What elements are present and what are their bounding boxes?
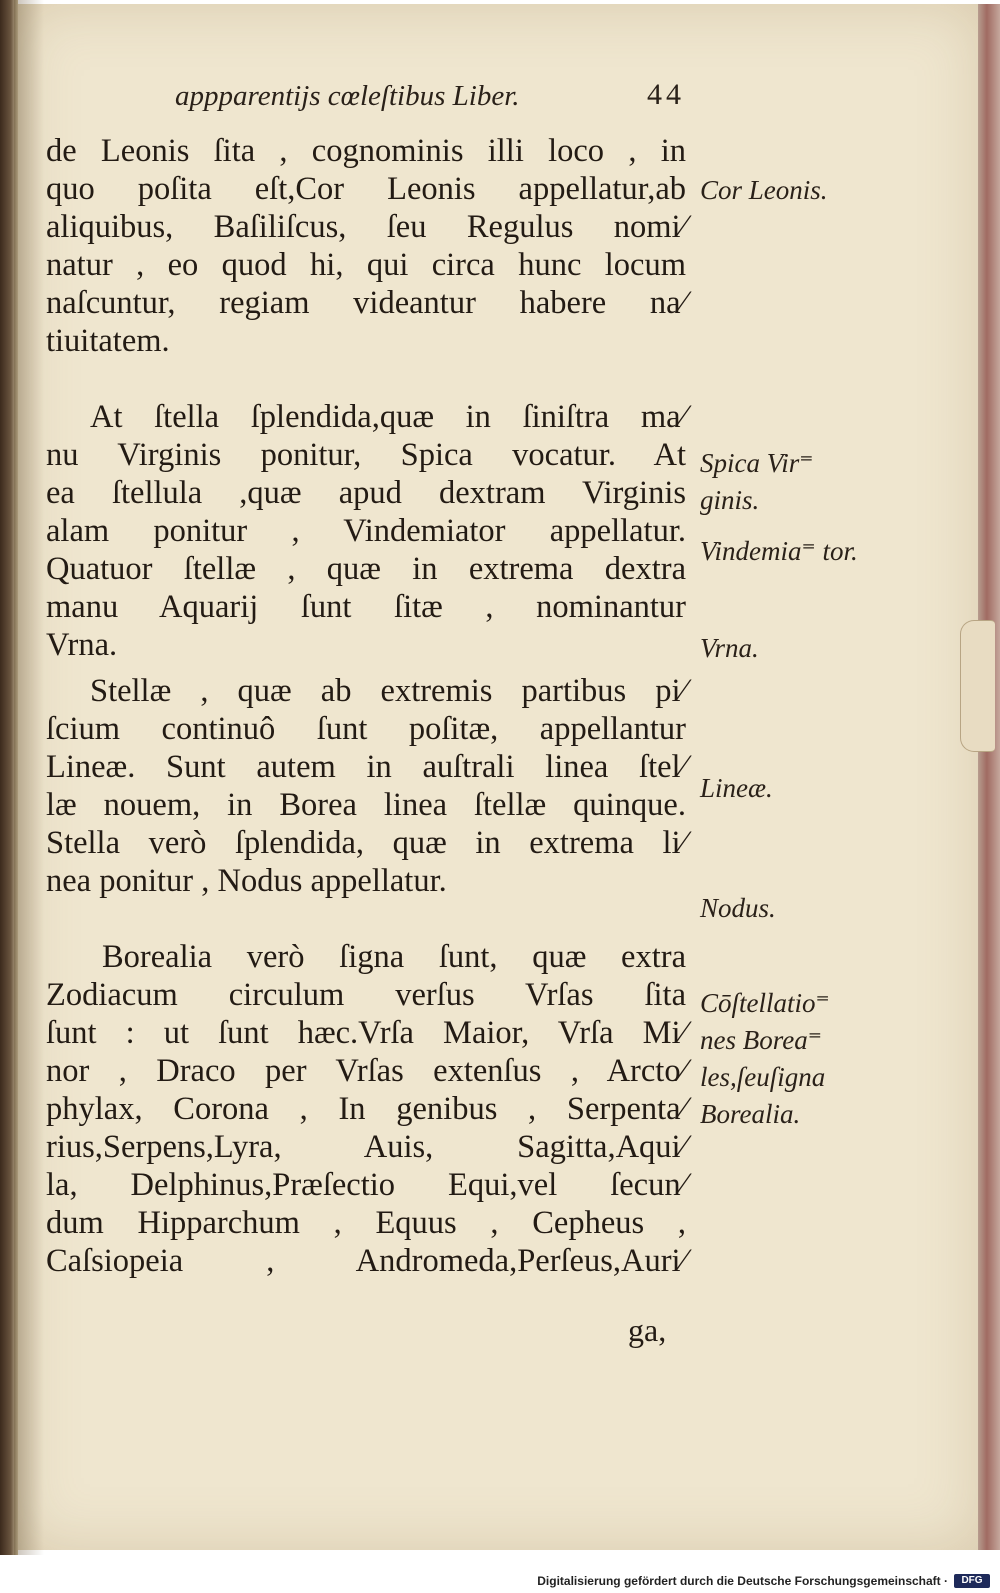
text-line: de Leonis ſita , cognominis illi loco , in [46, 133, 686, 169]
text-line: nea ponitur , Nodus appellatur. [46, 863, 447, 899]
marginal-note-cor-leonis: Cor Leonis. [700, 175, 828, 205]
text-line: nor , Draco per Vrſas extenſus , Arcto⁄ [46, 1053, 686, 1089]
page-tab [960, 620, 995, 752]
text-line: Zodiacum circulum verſus Vrſas ſita [46, 977, 686, 1013]
dfg-logo: DFG [954, 1574, 990, 1588]
text-line: la, Delphinus,Præſectio Equi,vel ſecun⁄ [46, 1167, 686, 1203]
text-line: manu Aquarij ſunt ſitæ , nominantur [46, 589, 686, 625]
text-line: At ſtella ſplendida,quæ in ſiniſtra ma⁄ [90, 399, 686, 435]
marginal-note-spica-virginis: Spica Vir⁼ ginis. [700, 448, 814, 515]
marginal-note-vindemiator: Vindemia⁼ tor. [700, 536, 858, 566]
marginal-note-lineae: Lineæ. [700, 773, 773, 803]
text-line: quo poſita eſt,Cor Leonis appellatur,ab [46, 171, 686, 207]
text-line: natur , eo quod hi, qui circa hunc locum [46, 247, 686, 283]
text-line: naſcuntur, regiam videantur habere na⁄ [46, 285, 686, 321]
text-line: tiuitatem. [46, 323, 170, 359]
marginal-note-constellationes-boreales: Cōſtellatio⁼ nes Borea⁼ les,ſeuſigna Borealia. [700, 988, 830, 1129]
text-line: Stella verò ſplendida, quæ in extrema li⁄ [46, 825, 686, 861]
text-line: ſcium continuô ſunt poſitæ, appellantur [46, 711, 686, 747]
fore-edge [978, 4, 1000, 1550]
marginal-note-nodus: Nodus. [700, 893, 776, 923]
text-line: Lineæ. Sunt autem in auſtrali linea ſtel⁄ [46, 749, 686, 785]
paragraph-lineae [46, 672, 686, 900]
text-line: rius,Serpens,Lyra, Auis, Sagitta,Aqui⁄ [46, 1129, 686, 1165]
marginal-note-vrna: Vrna. [700, 633, 759, 663]
text-line: ſunt : ut ſunt hæc.Vrſa Maior, Vrſa Mi⁄ [46, 1015, 686, 1051]
text-line: Quatuor ſtellæ , quæ in extrema dextra [46, 551, 686, 587]
paragraph-cor-leonis [46, 132, 686, 360]
funding-credit: Digitalisierung gefördert durch die Deutsche Forschungsgemeinschaft · [537, 1574, 948, 1588]
paragraph-spica [46, 398, 686, 664]
text-line: Caſsiopeia , Andromeda,Perſeus,Auri⁄ [46, 1243, 686, 1279]
text-line: phylax, Corona , In genibus , Serpenta⁄ [46, 1091, 686, 1127]
running-header [175, 80, 685, 120]
text-line: Vrna. [46, 627, 118, 663]
page-number: 44 [647, 78, 685, 111]
text-line: Stellæ , quæ ab extremis partibus pi⁄ [90, 673, 686, 709]
text-line: dum Hipparchum , Equus , Cepheus , [46, 1205, 686, 1241]
text-line: alam ponitur , Vindemiator appellatur. [46, 513, 686, 549]
paragraph-borealia [46, 938, 686, 1280]
main-text [46, 132, 686, 1280]
text-line: nu Virginis ponitur, Spica vocatur. At [46, 437, 686, 473]
catchword: ga, [628, 1312, 667, 1348]
digitization-footer [0, 1570, 1000, 1593]
text-line: ea ſtellula ,quæ apud dextram Virginis [46, 475, 686, 511]
text-line: aliquibus, Baſiliſcus, ſeu Regulus nomi⁄ [46, 209, 686, 245]
running-title: appparentijs cœleſtibus Liber. [175, 80, 520, 112]
gutter-shadow [14, 0, 44, 1555]
text-line: læ nouem, in Borea linea ſtellæ quinque. [46, 787, 686, 823]
text-line: Borealia verò ſigna ſunt, quæ extra [102, 939, 686, 975]
